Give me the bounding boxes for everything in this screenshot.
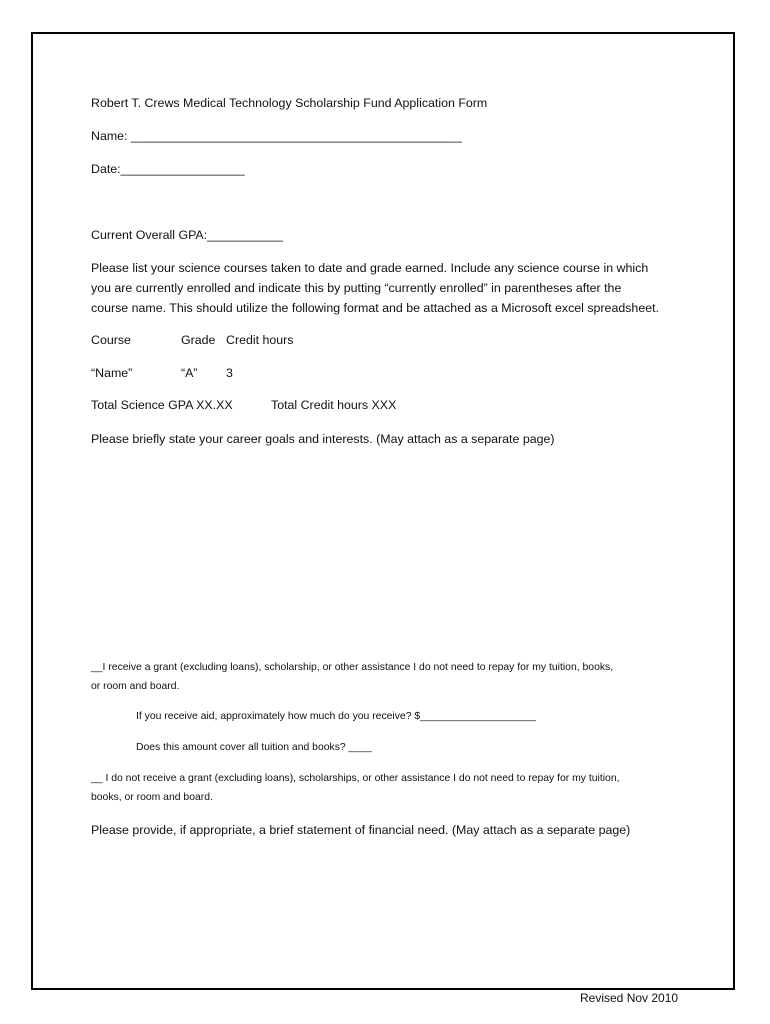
table-header-course: Course (91, 333, 131, 347)
table-header-credit-hours: Credit hours (226, 333, 294, 347)
career-goals-prompt: Please briefly state your career goals and interests. (May attach as a separate page) (91, 432, 555, 446)
total-science-gpa: Total Science GPA XX.XX (91, 398, 233, 412)
revision-note: Revised Nov 2010 (580, 991, 679, 1005)
name-field[interactable]: Name: ________________________________________________ (91, 129, 462, 143)
gpa-field[interactable]: Current Overall GPA:___________ (91, 228, 283, 242)
aid-option-not-receive-line-2: books, or room and board. (91, 792, 213, 803)
total-credit-hours: Total Credit hours XXX (271, 398, 397, 412)
financial-need-prompt: Please provide, if appropriate, a brief statement of financial need. (May attach as a separate page) (91, 823, 631, 837)
aid-amount-question[interactable]: If you receive aid, approximately how much do you receive? $____________________ (136, 711, 536, 722)
aid-option-receive-line-1[interactable]: __I receive a grant (excluding loans), scholarship, or other assistance I do not need to repay for my tuition, books, (91, 662, 614, 673)
form-title: Robert T. Crews Medical Technology Scholarship Fund Application Form (91, 96, 488, 110)
aid-option-not-receive-line-1[interactable]: __ I do not receive a grant (excluding loans), scholarships, or other assistance I do not need to repay for my tuition, (91, 773, 620, 784)
example-grade: “A” (181, 366, 198, 380)
instructions-line-2: you are currently enrolled and indicate this by putting “currently enrolled” in parentheses after the (91, 281, 622, 295)
example-course-name: “Name” (91, 366, 133, 380)
aid-option-receive-line-2: or room and board. (91, 681, 180, 692)
date-field[interactable]: Date:__________________ (91, 162, 245, 176)
aid-cover-question[interactable]: Does this amount cover all tuition and books? ____ (136, 742, 372, 753)
example-credit-hours: 3 (226, 366, 233, 380)
instructions-line-1: Please list your science courses taken to date and grade earned. Include any science course in which (91, 261, 649, 275)
table-header-grade: Grade (181, 333, 216, 347)
instructions-line-3: course name. This should utilize the following format and be attached as a Microsoft excel spreadsheet. (91, 301, 659, 315)
